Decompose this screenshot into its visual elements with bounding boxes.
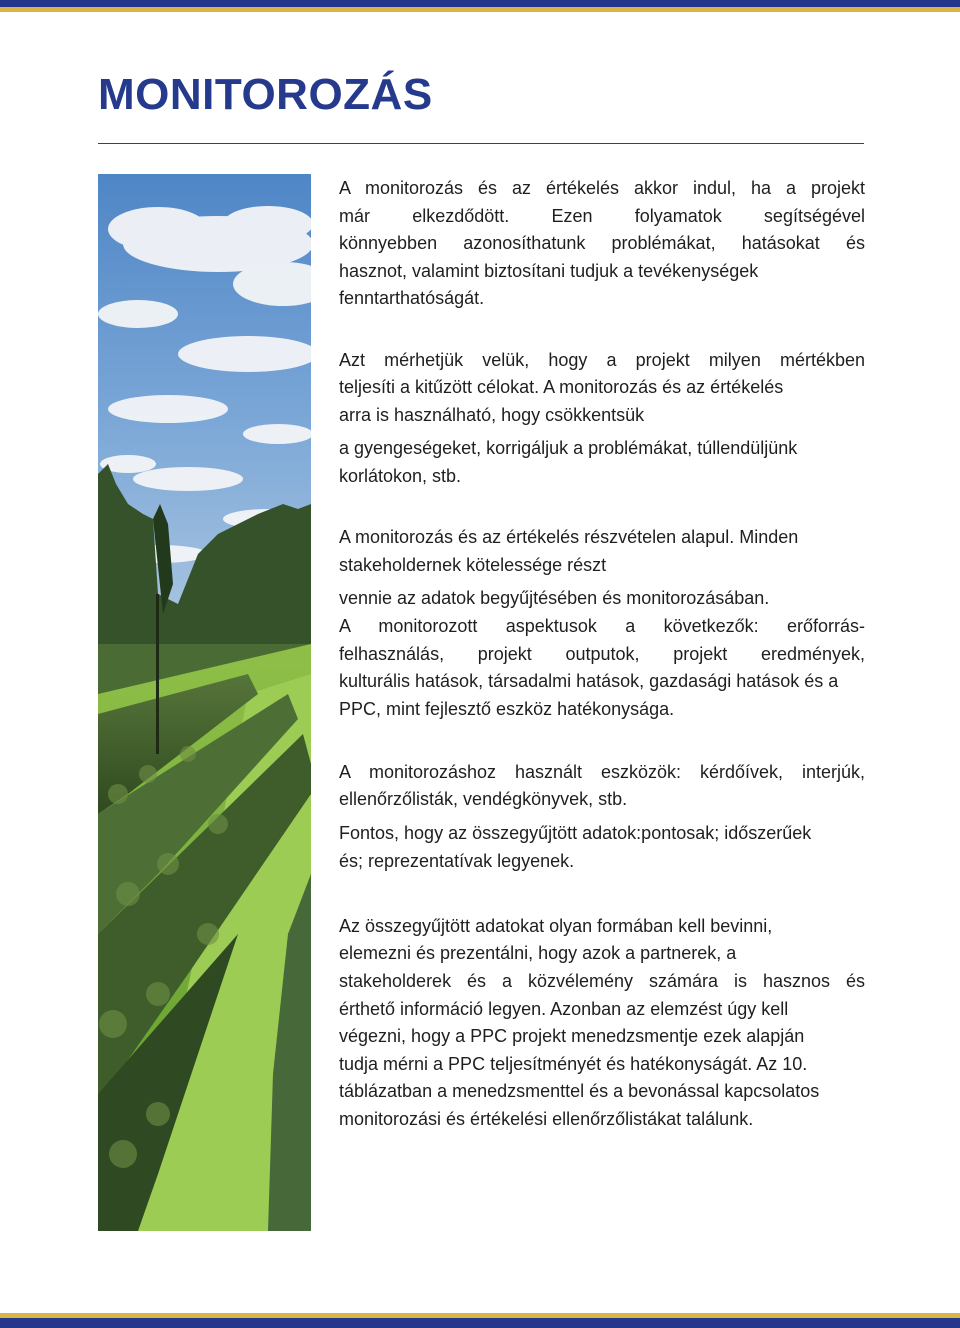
- top-border-blue: [0, 0, 960, 7]
- text-line: fenntarthatóságát.: [339, 288, 485, 309]
- text-line: kulturális hatások, társadalmi hatások, gazdasági hatások és a: [339, 671, 839, 692]
- text-line: hasznot, valamint biztosítani tudjuk a tevékenységek: [339, 260, 759, 281]
- paragraph-participation: [339, 524, 865, 723]
- paragraph-analysis: [339, 913, 865, 1134]
- top-border-gold: [0, 7, 960, 12]
- text-line: A monitorozáshoz használt eszközök: kérdőívek, interjúk,: [339, 761, 865, 782]
- text-line: felhasználás, projekt outputok, projekt eredmények,: [339, 643, 865, 664]
- text-line: Azt mérhetjük velük, hogy a projekt milyen mértékben: [339, 349, 865, 370]
- text-line: táblázatban a menedzsmenttel és a bevonással kapcsolatos: [339, 1081, 820, 1102]
- text-line: a gyengeségeket, korrigáljuk a problémákat, túllendüljünk: [339, 438, 798, 459]
- text-line: Az összegyűjtött adatokat olyan formában kell bevinni,: [339, 915, 773, 936]
- text-line: végezni, hogy a PPC projekt menedzsmentje ezek alapján: [339, 1026, 805, 1047]
- text-line: érthető információ legyen. Azonban az elemzést úgy kell: [339, 998, 789, 1019]
- text-line: A monitorozás és az értékelés akkor indul, ha a projekt: [339, 178, 865, 198]
- paragraph-tools: [339, 759, 865, 875]
- text-line: A monitorozott aspektusok a következők: erőforrás-: [339, 615, 865, 636]
- text-line: teljesíti a kitűzött célokat. A monitorozás és az értékelés: [339, 377, 784, 398]
- text-line: és; reprezentatívak legyenek.: [339, 850, 575, 871]
- text-line: vennie az adatok begyűjtésében és monitorozásában.: [339, 588, 770, 609]
- text-line: Fontos, hogy az összegyűjtött adatok:pontosak; időszerűek: [339, 823, 812, 844]
- text-line: PPC, mint fejlesztő eszköz hatékonysága.: [339, 698, 675, 719]
- text-line: stakeholdernek kötelessége részt: [339, 554, 607, 575]
- vineyard-photo: [98, 174, 311, 1231]
- title-divider: [98, 143, 864, 144]
- paragraph-goals: [339, 347, 865, 491]
- text-line: könnyebben azonosíthatunk problémákat, hatásokat és: [339, 233, 865, 254]
- text-line: korlátokon, stb.: [339, 465, 462, 486]
- bottom-border-blue: [0, 1318, 960, 1328]
- text-line: elemezni és prezentálni, hogy azok a partnerek, a: [339, 943, 737, 964]
- text-line: A monitorozás és az értékelés részvételen alapul. Minden: [339, 527, 799, 548]
- text-line: már elkezdődött. Ezen folyamatok segítségével: [339, 205, 865, 226]
- text-line: ellenőrzőlisták, vendégkönyvek, stb.: [339, 789, 628, 810]
- text-line: tudja mérni a PPC teljesítményét és hatékonyságát. Az 10.: [339, 1053, 808, 1074]
- text-line: stakeholderek és a közvélemény számára is hasznos és: [339, 971, 865, 992]
- text-line: arra is használható, hogy csökkentsük: [339, 404, 645, 425]
- text-line: monitorozási és értékelési ellenőrzőlistákat találunk.: [339, 1109, 754, 1129]
- page-title: MONITOROZÁS: [98, 70, 433, 119]
- body-text: [339, 175, 865, 1134]
- paragraph-intro: [339, 175, 865, 313]
